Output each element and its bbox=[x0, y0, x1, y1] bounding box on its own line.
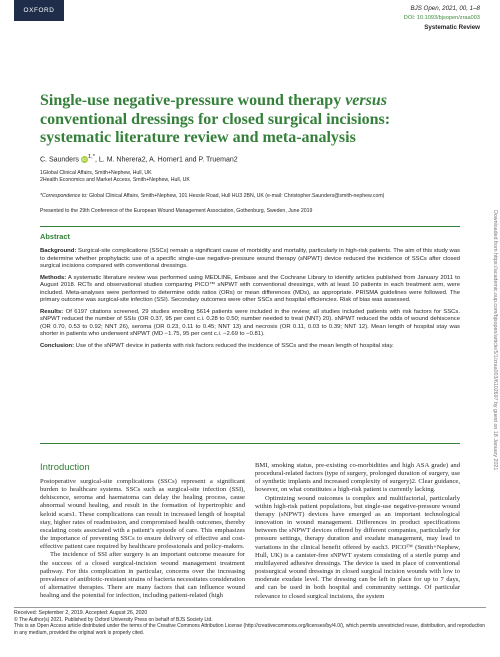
presented-note: Presented to the 29th Conference of the European Wound Management Association, Gothenburg, Sweden, June 2019 bbox=[40, 208, 313, 214]
license-text: This is an Open Access article distributed under the terms of the Creative Commons Attribution License (http://creativecommons.org/licenses/by/4.0/), which permits unrestricted reuse, distribution, and reproduction in any medium, provided the original work is properly cited. bbox=[14, 623, 486, 636]
received-dates: Received: September 2, 2019. Accepted: August 26, 2020 bbox=[14, 610, 148, 616]
journal-meta bbox=[404, 4, 480, 33]
results-text: Of 6197 citations screened, 29 studies enrolling 5614 patients were included in the review; all studies included patients with risk factors for SSCs. sNPWT reduced the number of SSIs (OR 0.37, 95 per cent c.i. 0.28 to 0.50; number needed to treat (NNT) 20). sNPWT reduced the odds of wound dehiscence (OR 0.70, 0.53 to 0.92; NNT 26), seroma (OR 0.23, 0.11 to 0.45; NNT 13) and necrosis (OR 0.11, 0.03 to 0.39; NNT 12). Mean length of hospital stay was shorter in patients who underwent sNPWT (MD −1.75, 95 per cent c.i. −2.69 to −0.81). bbox=[40, 308, 460, 337]
introduction-heading: Introduction bbox=[40, 462, 90, 473]
intro-paragraph-3: BMI, smoking status, pre-existing co-morbidities and high ASA grade) and procedural-related factors (type of surgery, prolonged duration of surgery, use of synthetic implants and increased complexity of surgery)2. Clear guidance, however, on what constitutes a high-risk patient is currently lacking. bbox=[255, 462, 460, 494]
copyright-line: © The Author(s) 2021. Published by Oxford University Press on behalf of BJS Society Ltd. bbox=[14, 616, 213, 623]
author-first[interactable]: C. Saunders bbox=[40, 156, 79, 164]
divider-top bbox=[40, 226, 460, 227]
conclusion-label: Conclusion: bbox=[40, 342, 75, 349]
abstract-conclusion bbox=[40, 343, 460, 351]
abstract-background bbox=[40, 248, 460, 271]
body-column-right bbox=[255, 462, 460, 601]
correspondence-label: *Correspondence to: bbox=[40, 193, 88, 199]
divider-bottom bbox=[40, 443, 460, 444]
title-part-2: conventional dressings for closed surgical incisions: systematic literature review and meta-analysis bbox=[40, 110, 391, 147]
affiliation-2: 2Health Economics and Market Access, Smith+Nephew, Hull, UK bbox=[40, 177, 190, 184]
affiliation-1: 1Global Clinical Affairs, Smith+Nephew, Hull, UK bbox=[40, 170, 152, 176]
abstract-methods bbox=[40, 275, 460, 305]
abstract-results bbox=[40, 309, 460, 339]
download-watermark: Downloaded from https://academic.oup.com/bjsopen/article/5/1/zraa003/6102697 by guest on 18 January 2021 bbox=[492, 210, 498, 471]
journal-name: BJS Open bbox=[410, 5, 439, 12]
background-text: Surgical-site complications (SSCs) remain a significant cause of morbidity and mortality, particularly in high-risk patients. The aim of this study was to determine whether prophylactic use of a specific single-use negative-pressure wound therapy (sNPWT) device reduced the incidence of SSCs after closed surgical incisions compared with conventional dressings. bbox=[40, 248, 460, 269]
author-first-marks: 1,* bbox=[87, 154, 96, 160]
body-column-left bbox=[40, 478, 245, 600]
correspondence-text: Global Clinical Affairs, Smith+Nephew, 101 Hessle Road, Hull HU3 2BN, UK (e-mail: Christopher.Saunders@smith-nephew.com) bbox=[87, 193, 385, 199]
oxford-logo: OXFORD bbox=[14, 0, 64, 21]
orcid-icon[interactable]: iD bbox=[82, 156, 87, 162]
methods-text: A systematic literature review was performed using MEDLINE, Embase and the Cochrane Library to identify articles published from January 2011 to August 2018. RCTs and observational studies comparing PICO™ sNPWT with conventional dressings, with at least 10 patients in each treatment arm, were included. Meta-analyses were performed to determine odds ratios (ORs) or mean differences (MDs), as appropriate. PRISMA guidelines were followed. The primary outcome was surgical-site infection (SSI). Secondary outcomes were other SSCs and hospital efficiencies. Risk of bias was assessed. bbox=[40, 274, 460, 303]
abstract-body bbox=[40, 248, 460, 354]
article-title bbox=[40, 92, 460, 148]
abstract-heading: Abstract bbox=[40, 232, 70, 241]
title-versus: versus bbox=[345, 92, 387, 109]
background-label: Background: bbox=[40, 248, 77, 254]
conclusion-text: Use of the sNPWT device in patients with risk factors reduced the incidence of SSCs and the mean length of hospital stay. bbox=[74, 342, 394, 349]
intro-paragraph-2: The incidence of SSI after surgery is an important outcome measure for the success of a closed surgical-incision wound management treatment pathway. For this complication in particular, concerns over the increasing prevalence of antibiotic-resistant strains of bacteria necessitates consideration of alternative therapies. There are many factors that can influence wound healing and the potential for infection, including patient-related (high bbox=[40, 551, 245, 600]
doi-link[interactable]: DOI: 10.1093/bjsopen/zraa003 bbox=[403, 14, 480, 21]
title-part-1: Single-use negative-pressure wound therapy bbox=[40, 92, 346, 109]
methods-label: Methods: bbox=[40, 274, 67, 281]
journal-citation bbox=[404, 4, 480, 14]
journal-volume: , 2021, 00, 1–8 bbox=[438, 5, 480, 12]
footer bbox=[14, 610, 489, 636]
author-rest: , L. M. Nherera2, A. Horner1 and P. Trueman2 bbox=[95, 156, 238, 164]
article-type: Systematic Review bbox=[424, 24, 480, 31]
results-label: Results: bbox=[40, 308, 64, 315]
footer-divider bbox=[14, 607, 486, 608]
affiliations bbox=[40, 170, 190, 185]
correspondence bbox=[40, 193, 384, 200]
intro-paragraph-4: Optimizing wound outcomes is complex and multifactorial, particularly within high-risk patient populations, but single-use negative-pressure wound therapy (sNPWT) devices have emerged as an important technological innovation in wound management. Differences in product specifications between the sNPWT devices offered by different companies, particularly for pressure settings, therapy duration and exudate management, may lead to variations in the clinical benefit offered by each3. PICO™ (Smith+Nephew, Hull, UK) is a canister-free sNPWT system consisting of a sterile pump and multilayered adhesive dressings. The device is used in place of conventional postsurgical wound dressings in closed surgical incision wounds with low to moderate exudate level. The dressing can be left in place for up to 7 days, and can be used in both hospital and community settings. Of particular relevance to closed surgical incisions, the system bbox=[255, 494, 460, 600]
author-list bbox=[40, 154, 238, 163]
intro-paragraph-1: Postoperative surgical-site complications (SSCs) represent a significant burden to healthcare systems. SSCs such as surgical-site infection (SSI), dehiscence, seroma and haematoma can delay the healing process, cause abnormal wound healing, and result in the formation of hypertrophic and keloid scars1. These complications can result in increased length of hospital stay, higher rates of readmission, and compromised health outcomes, thereby escalating costs associated with a patient’s episode of care. This emphasizes the importance of preventing SSCs to ensure delivery of effective and cost-effective patient care required by healthcare professionals and policy-makers. bbox=[40, 478, 245, 551]
